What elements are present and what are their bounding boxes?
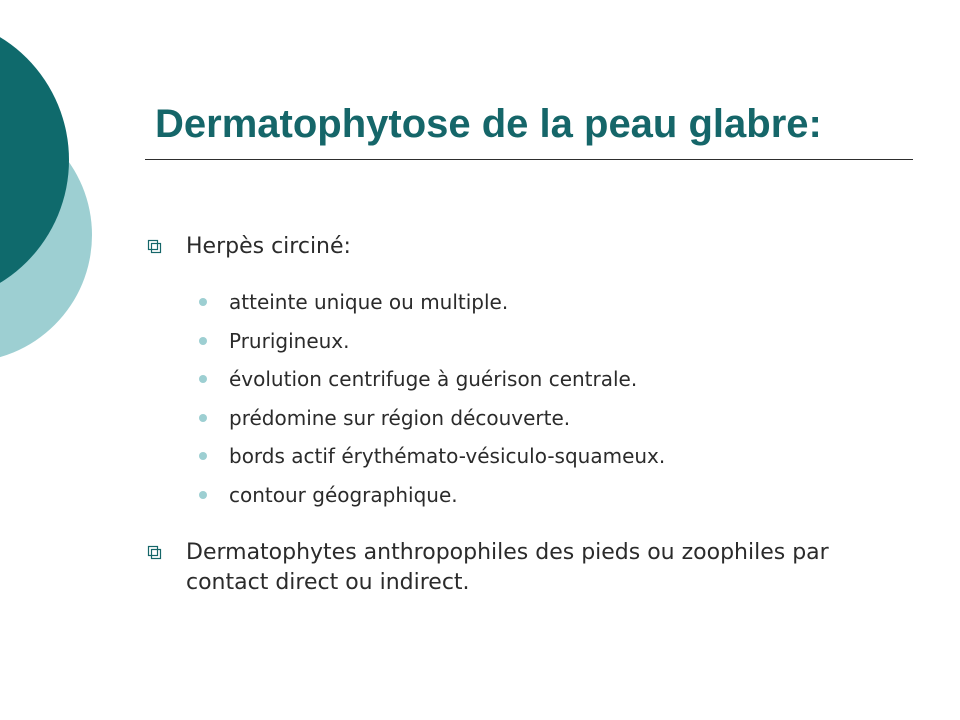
list-item-text: bords actif érythémato-vésiculo-squameux. xyxy=(229,444,666,469)
list-item-text: Prurigineux. xyxy=(229,328,350,353)
bullet-herpes-circine xyxy=(142,232,922,262)
list-item-text: contour géographique. xyxy=(229,482,458,507)
list-item-text: atteinte unique ou multiple. xyxy=(229,290,509,314)
round-bullet-icon xyxy=(199,414,207,422)
hollow-square-bullet-icon xyxy=(142,538,164,568)
round-bullet-icon xyxy=(199,298,207,306)
round-bullet-icon xyxy=(199,452,207,460)
round-bullet-icon xyxy=(199,337,207,345)
title-divider xyxy=(145,159,913,160)
round-bullet-icon xyxy=(199,491,207,499)
hollow-square-bullet-icon xyxy=(142,232,164,262)
bullet-dermatophytes xyxy=(142,538,922,598)
list-item-text: prédomine sur région découverte. xyxy=(229,405,571,430)
decorative-teal-circles xyxy=(0,0,120,400)
round-bullet-icon xyxy=(199,375,207,383)
bullet-text: Herpès circiné: xyxy=(186,234,351,259)
list-item-text: évolution centrifuge à guérison centrale. xyxy=(229,367,638,392)
slide-title: Dermatophytose de la peau glabre: xyxy=(155,102,822,146)
bullet-text: Dermatophytes anthropophiles des pieds ou zoophiles par contact direct ou indirect. xyxy=(186,540,829,595)
